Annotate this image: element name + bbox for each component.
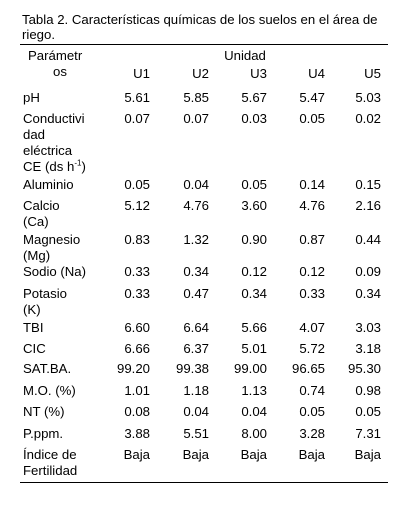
row-label-line: Conductivi [23, 111, 85, 126]
table-cell: 7.31 [355, 426, 381, 441]
table-cell: 1.13 [241, 383, 267, 398]
table-cell: 5.03 [355, 90, 381, 105]
table-cell: 5.85 [183, 90, 209, 105]
table-cell: 6.64 [183, 320, 209, 335]
table-cell: Baja [182, 447, 209, 462]
table-caption: Tabla 2. Características químicas de los suelos en el área de riego. [22, 12, 378, 42]
row-label-line: TBI [23, 320, 44, 335]
table-cell: 5.51 [183, 426, 209, 441]
table-cell: Baja [354, 447, 381, 462]
table-cell: Baja [123, 447, 150, 462]
table-cell: 0.87 [299, 232, 325, 247]
unit-group-header: Unidad [224, 48, 266, 63]
table-cell: 5.72 [299, 341, 325, 356]
table-cell: 0.33 [124, 286, 150, 301]
table-cell: 8.00 [241, 426, 267, 441]
unit-header-u4: U4 [308, 66, 325, 81]
table-cell: 0.09 [355, 264, 381, 279]
row-label-line: CIC [23, 341, 46, 356]
table-cell: 0.34 [355, 286, 381, 301]
table-cell: 0.05 [299, 111, 325, 126]
table-cell: 0.08 [124, 404, 150, 419]
table-cell: 1.18 [183, 383, 209, 398]
table-cell: 0.14 [299, 177, 325, 192]
table-cell: 0.04 [183, 177, 209, 192]
table-cell: 0.07 [183, 111, 209, 126]
table-cell: 0.05 [241, 177, 267, 192]
table-cell: 3.60 [241, 198, 267, 213]
table-cell: 3.88 [124, 426, 150, 441]
table-cell: 0.12 [241, 264, 267, 279]
table-cell: 0.15 [355, 177, 381, 192]
row-label-line: (Ca) [23, 214, 49, 229]
table-cell: 95.30 [347, 361, 381, 376]
table-cell: 5.61 [124, 90, 150, 105]
table-cell: 99.00 [233, 361, 267, 376]
table-cell: 6.66 [124, 341, 150, 356]
row-label-text: CE (ds h [23, 159, 75, 174]
param-header-line1: Parámetr [28, 48, 83, 63]
row-label-line: dad [23, 127, 46, 142]
row-label-superscript: -1 [74, 158, 82, 168]
table-cell: 0.44 [355, 232, 381, 247]
table-cell: 5.12 [124, 198, 150, 213]
row-label-line: Fertilidad [23, 463, 78, 478]
table-cell: 0.90 [241, 232, 267, 247]
table-cell: 0.34 [183, 264, 209, 279]
table-cell: 4.76 [299, 198, 325, 213]
table-cell: 96.65 [291, 361, 325, 376]
table-cell: 99.20 [116, 361, 150, 376]
table-cell: 3.03 [355, 320, 381, 335]
table-cell: 0.05 [355, 404, 381, 419]
table-cell: 0.34 [241, 286, 267, 301]
table-cell: 0.47 [183, 286, 209, 301]
table-cell: 3.18 [355, 341, 381, 356]
row-label-line: pH [23, 90, 40, 105]
table-cell: 5.01 [241, 341, 267, 356]
table-cell: 0.05 [124, 177, 150, 192]
table-cell: 1.32 [183, 232, 209, 247]
table-cell: 0.12 [299, 264, 325, 279]
table-cell: 0.74 [299, 383, 325, 398]
row-label-line: NT (%) [23, 404, 65, 419]
table-cell: 6.37 [183, 341, 209, 356]
table-cell: 5.66 [241, 320, 267, 335]
table-bottom-rule [20, 482, 388, 483]
row-label-tail: ) [81, 159, 86, 174]
table-cell: 0.83 [124, 232, 150, 247]
table-cell: 99.38 [175, 361, 209, 376]
table-cell: Baja [298, 447, 325, 462]
table-cell: 0.04 [183, 404, 209, 419]
row-label-line: Potasio [23, 286, 67, 301]
row-label-line: Aluminio [23, 177, 74, 192]
table-cell: 2.16 [355, 198, 381, 213]
table-cell: 0.03 [241, 111, 267, 126]
table-cell: 0.05 [299, 404, 325, 419]
param-header-line2: os [53, 64, 67, 79]
table-cell: 0.07 [124, 111, 150, 126]
row-label-line-with-sup [23, 159, 119, 175]
table-cell: 0.33 [124, 264, 150, 279]
table-cell: 6.60 [124, 320, 150, 335]
unit-header-u5: U5 [364, 66, 381, 81]
table-cell: 5.47 [299, 90, 325, 105]
unit-header-u2: U2 [192, 66, 209, 81]
row-label-line: eléctrica [23, 143, 73, 158]
table-cell: 4.07 [299, 320, 325, 335]
table-cell: Baja [240, 447, 267, 462]
row-label-line: Magnesio [23, 232, 81, 247]
unit-header-u3: U3 [250, 66, 267, 81]
table-cell: 5.67 [241, 90, 267, 105]
table-cell: 1.01 [124, 383, 150, 398]
row-label-line: Índice de [23, 447, 77, 462]
row-label-line: M.O. (%) [23, 383, 76, 398]
row-label-line: (K) [23, 302, 41, 317]
row-label-line: (Mg) [23, 248, 51, 263]
row-label-line: Calcio [23, 198, 60, 213]
table-cell: 0.98 [355, 383, 381, 398]
row-label-line: Sodio (Na) [23, 264, 87, 279]
unit-header-u1: U1 [133, 66, 150, 81]
table-top-rule [20, 44, 388, 45]
table-cell: 4.76 [183, 198, 209, 213]
table-cell: 0.02 [355, 111, 381, 126]
row-label-line: SAT.BA. [23, 361, 72, 376]
table-cell: 0.04 [241, 404, 267, 419]
table-cell: 0.33 [299, 286, 325, 301]
table-cell: 3.28 [299, 426, 325, 441]
row-label-line: P.ppm. [23, 426, 64, 441]
